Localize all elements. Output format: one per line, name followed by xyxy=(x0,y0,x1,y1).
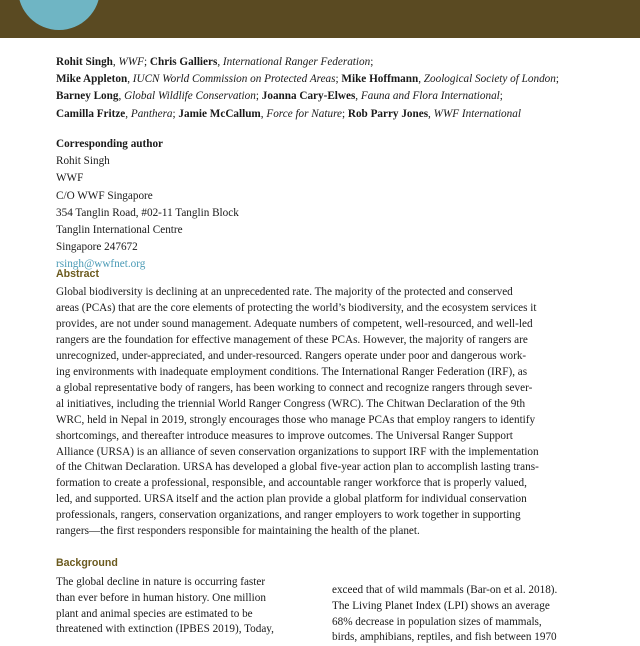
body-line: The Living Planet Index (LPI) shows an average xyxy=(332,599,550,612)
abstract-line: ing environments with inadequate employment conditions. The International Ranger Federation (IRF), as xyxy=(56,365,528,378)
author-sep: ; xyxy=(143,56,150,68)
author-line-3: Barney Long, Global Wildlife Conservation; Joanna Cary-Elwes, Fauna and Flora International; xyxy=(56,90,503,103)
body-line: exceed that of wild mammals (Bar-on et al. 2018). xyxy=(332,584,558,596)
abstract-line: areas (PCAs) that are the core elements of protecting the world’s biodiversity, and the ecosystem services it xyxy=(56,301,537,314)
body-line: plant and animal species are estimated to be xyxy=(56,607,253,620)
address-line: 354 Tanglin Road, #02-11 Tanglin Block xyxy=(56,206,239,219)
author-org: Fauna and Flora International xyxy=(360,90,500,103)
author-sep: ; xyxy=(172,107,179,120)
author-org: Force for Nature xyxy=(266,107,342,120)
author-org: WWF xyxy=(118,56,144,68)
author-sep: ; xyxy=(335,73,342,86)
address-line: Rohit Singh xyxy=(56,155,110,168)
abstract-text xyxy=(56,285,601,540)
body-line: The global decline in nature is occurring faster xyxy=(56,576,266,588)
abstract-line: of the Chitwan Declaration. URSA has developed a global five-year action plan to accomplish lasting trans- xyxy=(56,461,539,474)
author-sep: ; xyxy=(555,73,559,86)
author-org: Zoological Society of London xyxy=(423,73,556,86)
abstract-line: rangers—the first responders responsible for maintaining the health of the planet. xyxy=(56,525,420,538)
author-sep: ; xyxy=(499,90,503,103)
author-sep: ; xyxy=(341,107,348,120)
logo-circle xyxy=(18,0,100,30)
author-name: Rohit Singh xyxy=(56,56,113,68)
abstract-line: led, and supported. URSA itself and the action plan provide a global platform for individual conservation xyxy=(56,493,527,506)
author-line-4: Camilla Fritze, Panthera; Jamie McCallum, Force for Nature; Rob Parry Jones, WWF International xyxy=(56,107,521,120)
abstract-line: provides, are not under sound management. Adequate numbers of competent, well-resourced, and well-led xyxy=(56,317,533,330)
body-line: than ever before in human history. One million xyxy=(56,591,266,604)
abstract-line: Alliance (URSA) is an alliance of seven conservation organizations to support IRF with the implementation xyxy=(56,445,539,458)
background-heading: Background xyxy=(56,557,118,569)
author-name: Joanna Cary-Elwes xyxy=(261,90,356,103)
author-line-2: Mike Appleton, IUCN World Commission on Protected Areas; Mike Hoffmann, Zoological Society of London; xyxy=(56,73,559,86)
corresponding-author-block xyxy=(56,136,596,274)
author-name: Barney Long xyxy=(56,90,119,103)
body-line: 68% decrease in population sizes of mammals, xyxy=(332,615,542,628)
author-name: Camilla Fritze xyxy=(56,107,126,120)
abstract-line: professionals, rangers, conservation organizations, and ranger employers to work together in supporting xyxy=(56,509,521,522)
author-name: Chris Galliers xyxy=(149,56,218,68)
address-line: Tanglin International Centre xyxy=(56,224,183,237)
corresponding-author-heading: Corresponding author xyxy=(56,138,164,150)
abstract-heading: Abstract xyxy=(56,268,99,280)
background-column-left xyxy=(56,575,296,638)
author-line-1: Rohit Singh, WWF; Chris Galliers, International Ranger Federation; xyxy=(56,56,374,68)
abstract-line: shortcomings, and thereafter introduce measures to improve outcomes. The Universal Ranger Support xyxy=(56,429,513,442)
header-band xyxy=(0,0,640,38)
abstract-line: rangers are the foundation for effective management of these PCAs. However, the majority of rangers are xyxy=(56,333,528,346)
body-line: threatened with extinction (IPBES 2019), Today, xyxy=(56,623,274,636)
body-line: birds, amphibians, reptiles, and fish between 1970 xyxy=(332,631,557,644)
background-column-right xyxy=(332,583,602,646)
author-org: WWF International xyxy=(433,107,521,120)
author-name: Mike Hoffmann xyxy=(341,73,419,86)
author-list xyxy=(56,54,596,123)
author-name: Rob Parry Jones xyxy=(347,107,429,120)
abstract-line: unrecognized, under-appreciated, and under-resourced. Rangers operate under poor and dangerous work- xyxy=(56,349,527,362)
author-name: Mike Appleton xyxy=(56,73,128,86)
abstract-line: WRC, held in Nepal in 2019, strongly encourages those who manage PCAs that employ rangers to identify xyxy=(56,413,536,426)
abstract-line: formation to create a professional, responsible, and accountable ranger workforce that is properly valued, xyxy=(56,477,527,490)
abstract-line: al initiatives, including the triennial World Ranger Congress (WRC). The Chitwan Declaration of the 9th xyxy=(56,397,526,410)
address-line: C/O WWF Singapore xyxy=(56,189,153,202)
author-org: International Ranger Federation xyxy=(222,56,371,68)
author-org: Global Wildlife Conservation xyxy=(124,90,256,103)
address-line: Singapore 247672 xyxy=(56,241,138,254)
author-org: Panthera xyxy=(130,107,173,120)
author-name: Jamie McCallum xyxy=(178,107,261,120)
email-link[interactable]: rsingh@wwfnet.org xyxy=(56,258,146,271)
author-sep: ; xyxy=(370,56,374,68)
author-sep: ; xyxy=(255,90,262,103)
abstract-line: a global representative body of rangers, has been working to connect and recognize rangers through sever- xyxy=(56,381,533,394)
address-line: WWF xyxy=(56,172,84,185)
abstract-line: Global biodiversity is declining at an unprecedented rate. The majority of the protected and conserved xyxy=(56,286,513,298)
author-org: IUCN World Commission on Protected Areas xyxy=(132,73,336,86)
